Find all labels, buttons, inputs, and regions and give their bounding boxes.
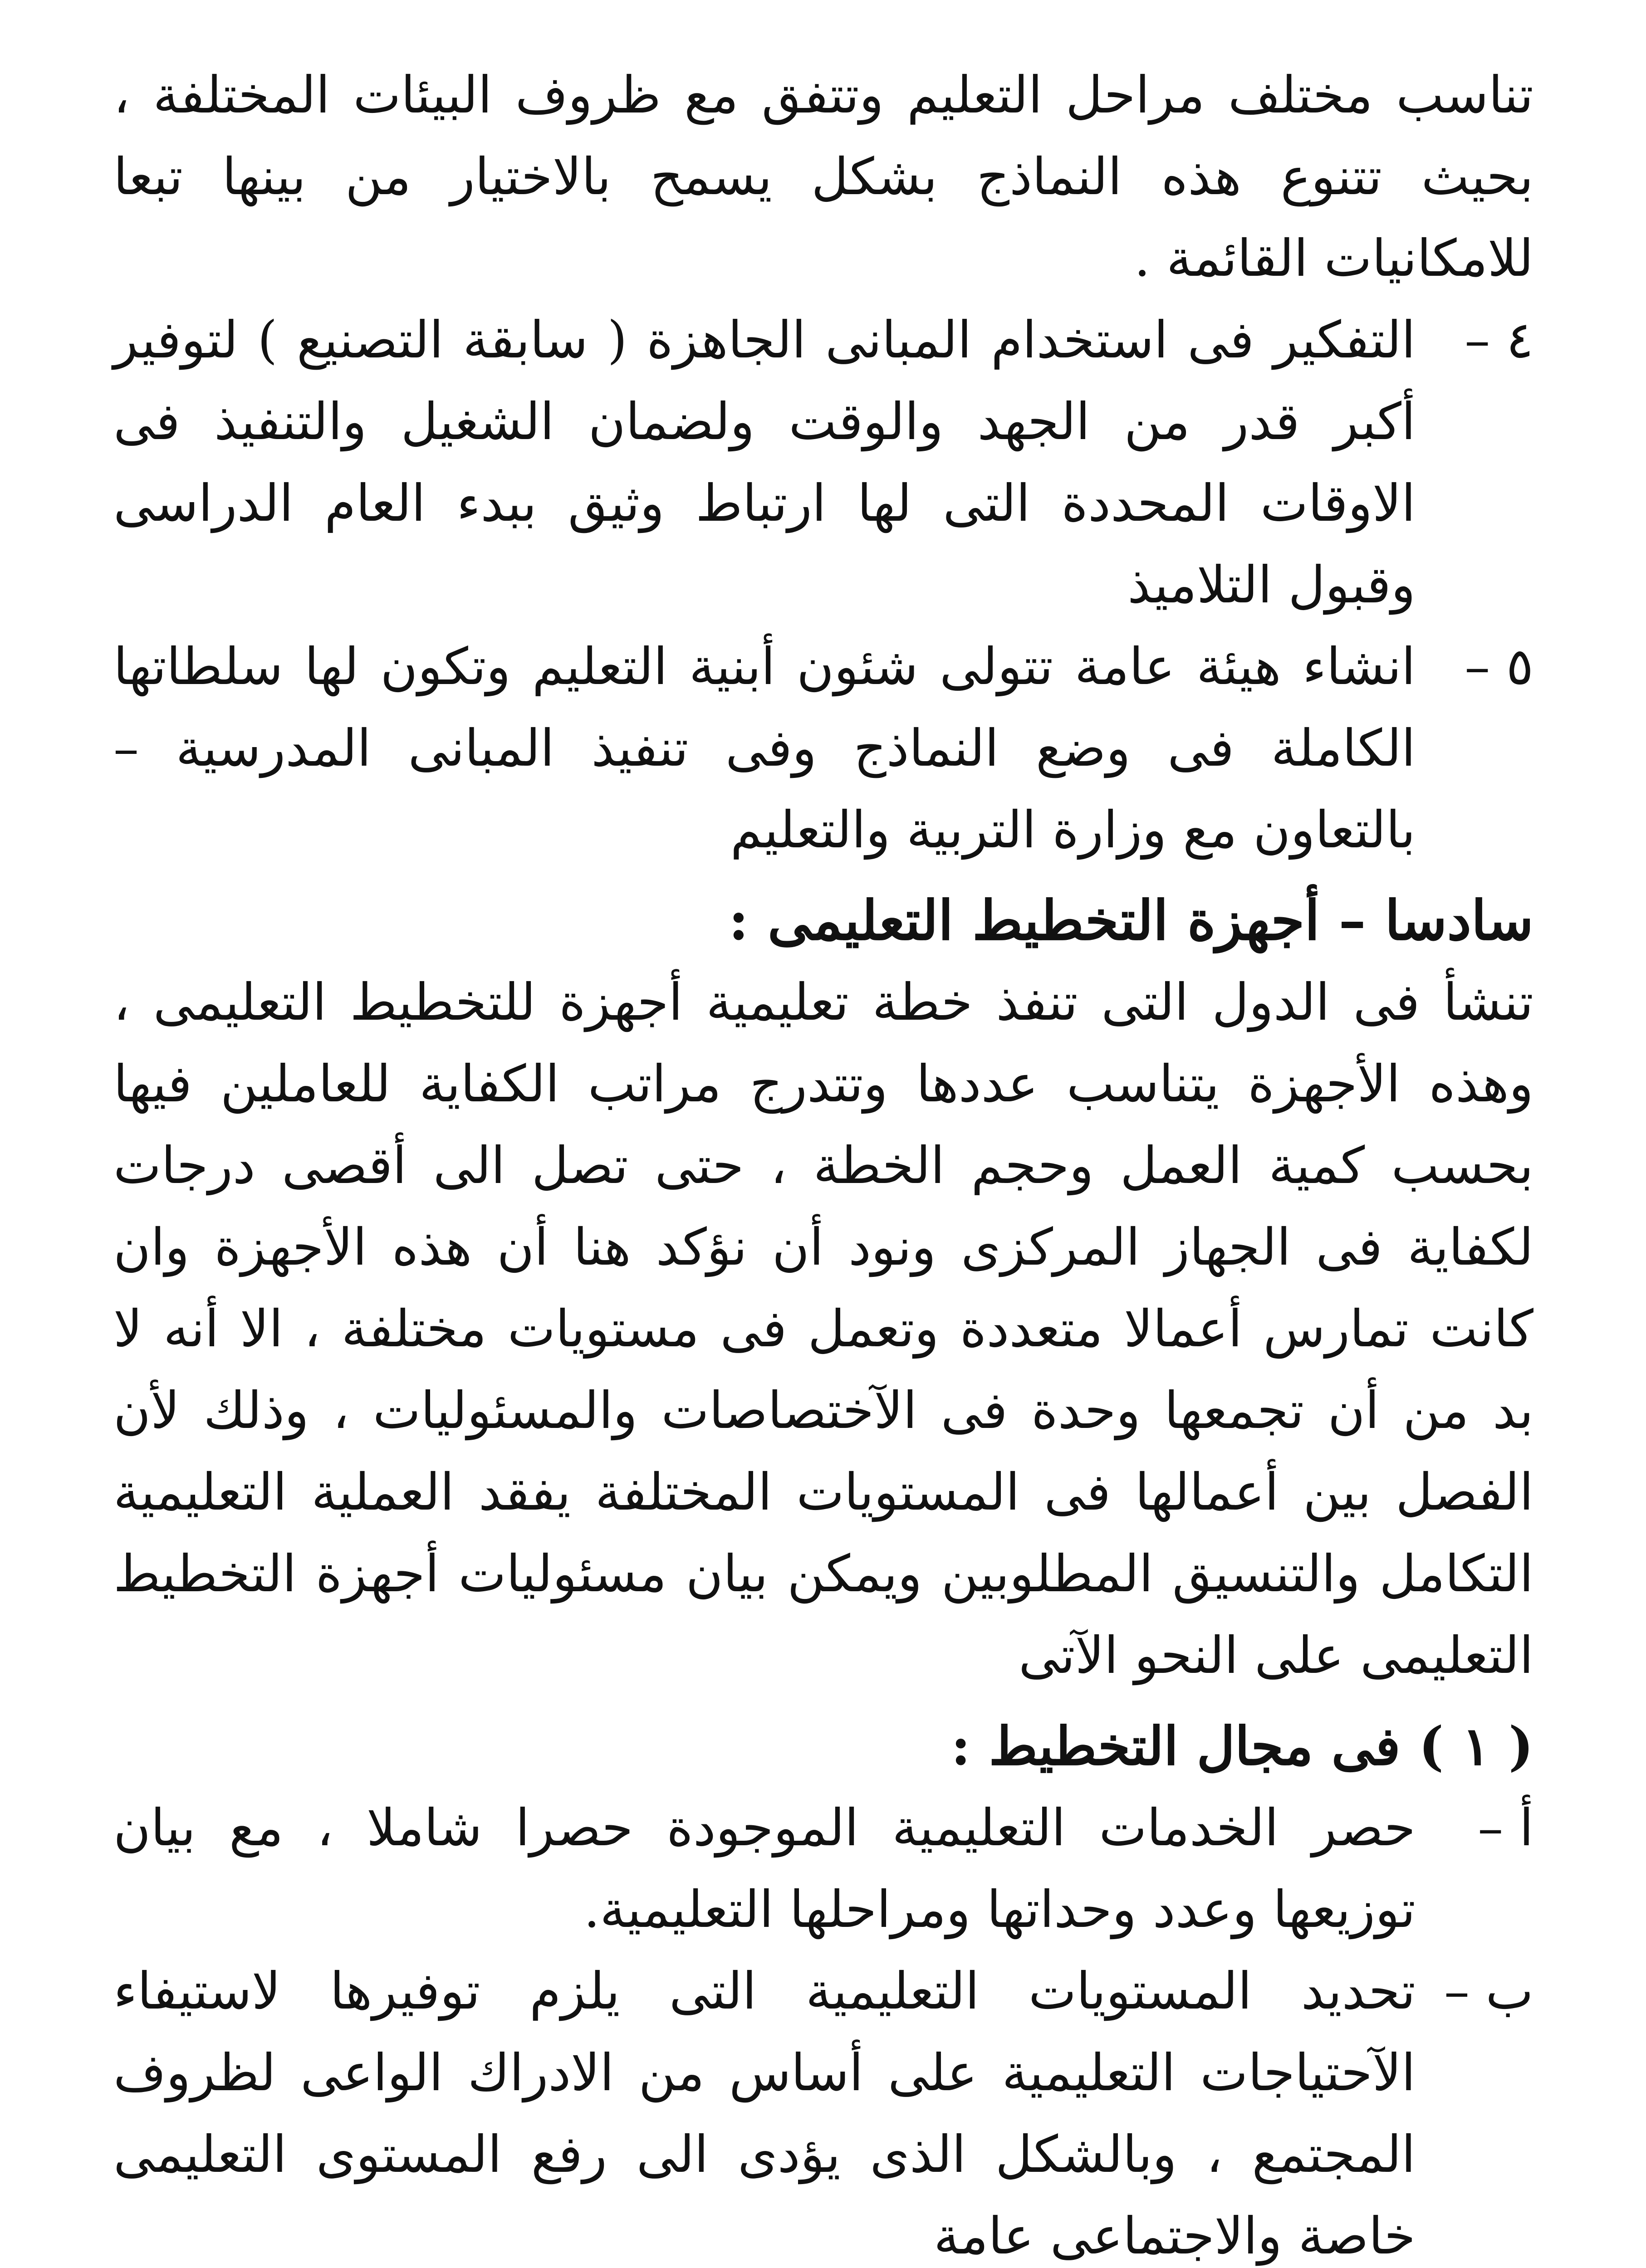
numbered-item-5 bbox=[113, 626, 1533, 871]
section-paragraph: تنشأ فى الدول التى تنفذ خطة تعليمية أجهزة للتخطيط التعليمى ، وهذه الأجهزة يتناسب عددها وتتدرج مراتب الكفاية للعاملين فيها بحسب كمية العمل وحجم الخطة ، حتى تصل الى أقصى درجات لكفاية فى الجهاز المركزى ونود أن نؤكد هنا أن هذه الأجهزة وان كانت تمارس أعمالا متعددة وتعمل فى مستويات مختلفة ، الا أنه لا بد من أن تجمعها وحدة فى الآختصاصات والمسئوليات ، وذلك لأن الفصل بين أعمالها فى المستويات المختلفة يفقد العملية التعليمية التكامل والتنسيق المطلوبين ويمكن بيان مسئوليات أجهزة التخطيط التعليمى على النحو الآتى bbox=[113, 973, 1534, 1685]
intro-paragraph: تناسب مختلف مراحل التعليم وتتفق مع ظروف البيئات المختلفة ، بحيث تتنوع هذه النماذج بشكل يسمح بالاختيار من بينها تبعا للامكانيات القائمة . bbox=[113, 66, 1533, 288]
item-text: تحديد المستويات التعليمية التى يلزم توفيرها لاستيفاء الآحتياجات التعليمية على أساس من الادراك الواعى لظروف المجتمع ، وبالشكل الذى يؤدى الى رفع المستوى التعليمى خاصة والاجتماعى عامة bbox=[113, 1962, 1416, 2266]
document-page bbox=[113, 54, 1533, 2268]
item-marker: ب – bbox=[1444, 1962, 1533, 2021]
lettered-item-alef bbox=[113, 1787, 1533, 1950]
numbered-item-4 bbox=[113, 299, 1533, 626]
section-heading: سادسا – أجهزة التخطيط التعليمى : bbox=[728, 889, 1533, 953]
lettered-item-ba bbox=[113, 1950, 1533, 2268]
item-text: حصر الخدمات التعليمية الموجودة حصرا شاملا ، مع بيان توزيعها وعدد وحداتها ومراحلها التعليمية. bbox=[113, 1799, 1416, 1939]
item-marker: ٤ – bbox=[1465, 311, 1533, 370]
subsection-heading: ( ١ ) فى مجال التخطيط : bbox=[951, 1716, 1533, 1777]
item-marker: ٥ – bbox=[1465, 637, 1533, 696]
item-text: التفكير فى استخدام المبانى الجاهزة ( سابقة التصنيع ) لتوفير أكبر قدر من الجهد والوقت ولضمان الشغيل والتنفيذ فى الاوقات المحددة التى لها ارتباط وثيق ببدء العام الدراسى وقبول التلاميذ bbox=[113, 311, 1416, 615]
item-marker: أ – bbox=[1478, 1799, 1533, 1857]
item-text: انشاء هيئة عامة تتولى شئون أبنية التعليم وتكون لها سلطاتها الكاملة فى وضع النماذج وفى تنفيذ المبانى المدرسية – بالتعاون مع وزارة التربية والتعليم bbox=[113, 637, 1416, 860]
